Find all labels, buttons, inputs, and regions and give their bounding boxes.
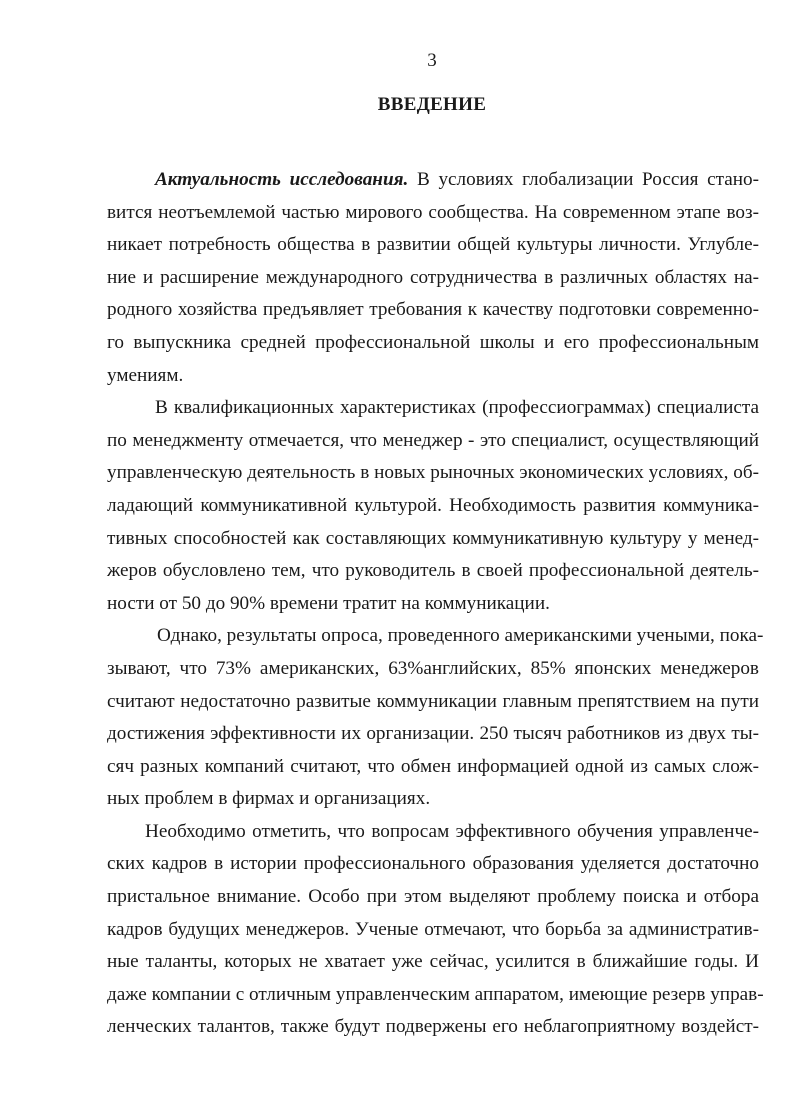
- text-line: ладающий коммуникативной культурой. Необходимость развития коммуника-: [107, 494, 759, 516]
- text-line: никает потребность общества в развитии общей культуры личности. Углубле-: [107, 234, 759, 256]
- text-line: Актуальность исследования. В условиях глобализации Россия стано-: [155, 169, 760, 190]
- text-line: управленческую деятельность в новых рыночных экономических условиях, об-: [107, 462, 759, 484]
- text-line: кадров будущих менеджеров. Ученые отмечают, что борьба за административ-: [107, 918, 759, 940]
- text-line: В квалификационных характеристиках (профессиограммах) специалиста: [155, 397, 759, 419]
- text-line: тивных способностей как составляющих коммуникативную культуру у менед-: [107, 527, 759, 549]
- text-line: родного хозяйства предъявляет требования к качеству подготовки современно-: [107, 299, 759, 321]
- text-line: по менеджменту отмечается, что менеджер - это специалист, осуществляющий: [107, 429, 759, 451]
- body-text: [107, 164, 764, 1044]
- text-line: умениям.: [107, 364, 184, 386]
- section-title: ВВЕДЕНИЕ: [377, 94, 487, 115]
- text-line: ских кадров в истории профессионального образования уделяется достаточно: [107, 853, 759, 875]
- paragraph-survey: [107, 620, 764, 816]
- text-line: зывают, что 73% американских, 63%английских, 85% японских менеджеров: [107, 657, 759, 679]
- text-line: сяч разных компаний считают, что обмен информацией одной из самых слож-: [107, 755, 759, 777]
- paragraph-management-training: [107, 816, 764, 1044]
- text-line: даже компании с отличным управленческим аппаратом, имеющие резерв управ-: [107, 983, 764, 1005]
- text-line: го выпускника средней профессиональной школы и его профессиональным: [107, 331, 759, 353]
- paragraph-qualification: [107, 392, 759, 620]
- text-line: достижения эффективности их организации. 250 тысяч работников из двух ты-: [107, 723, 759, 745]
- text-line: ности от 50 до 90% времени тратит на коммуникации.: [107, 592, 550, 614]
- text-line: жеров обусловлено тем, что руководитель в своей профессиональной деятель-: [107, 560, 759, 582]
- text-line: считают недостаточно развитые коммуникации главным препятствием на пути: [107, 690, 759, 712]
- paragraph-relevance: [107, 164, 759, 392]
- text-line: ных проблем в фирмах и организациях.: [107, 788, 431, 810]
- text-line: ние и расширение международного сотрудничества в различных областях на-: [107, 266, 759, 288]
- text-line: Однако, результаты опроса, проведенного американскими учеными, пока-: [157, 625, 764, 647]
- lead-phrase: Актуальность исследования.: [155, 169, 409, 190]
- text-line: ные таланты, которых не хватает уже сейчас, усилится в ближайшие годы. И: [107, 951, 759, 973]
- page-number: 3: [427, 50, 437, 71]
- text-line: Необходимо отметить, что вопросам эффективного обучения управленче-: [145, 820, 759, 842]
- text-line: вится неотъемлемой частью мирового сообщества. На современном этапе воз-: [107, 201, 759, 223]
- text-line: ленческих талантов, также будут подвержены его неблагоприятному воздейст-: [107, 1016, 759, 1038]
- text-line: пристальное внимание. Особо при этом выделяют проблему поиска и отбора: [107, 886, 759, 908]
